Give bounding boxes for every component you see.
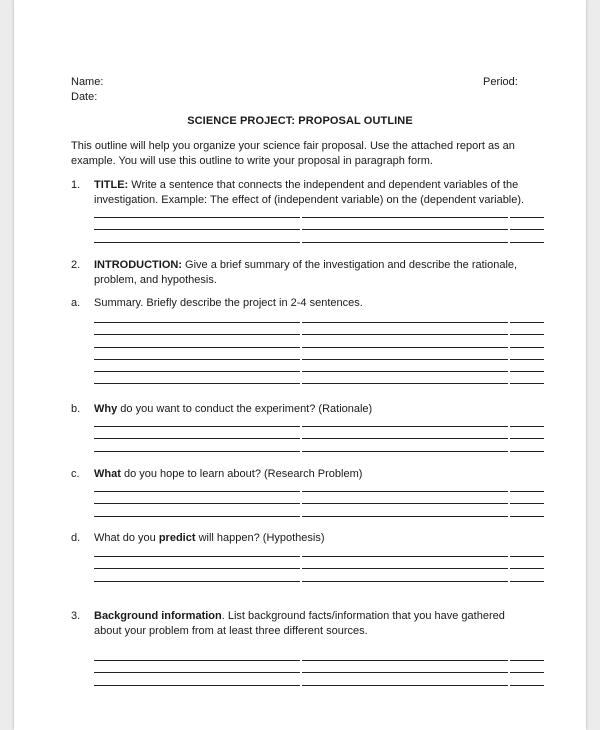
item-text: about your problem from at least three different sources.	[94, 625, 368, 637]
item-text: investigation. Example: The effect of (independent variable) on the (dependent variable).	[94, 194, 525, 206]
answer-line[interactable]	[94, 218, 544, 230]
answer-line[interactable]	[94, 557, 544, 569]
period-label: Period:	[483, 76, 518, 88]
answer-line[interactable]	[94, 348, 544, 360]
document-page	[14, 0, 586, 730]
item-text: Give a brief summary of the investigation and describe the rationale,	[182, 259, 518, 271]
background-instructions	[94, 609, 554, 639]
item-heading: INTRODUCTION:	[94, 259, 182, 271]
item-heading: predict	[158, 532, 196, 544]
item-heading: Background information	[94, 610, 222, 622]
answer-line[interactable]	[94, 480, 544, 492]
item-letter: d.	[71, 532, 81, 544]
name-label: Name:	[71, 76, 104, 88]
item-text: problem, and hypothesis.	[94, 274, 217, 286]
answer-line[interactable]	[94, 661, 544, 673]
intro-line-2: example. You will use this outline to write your proposal in paragraph form.	[71, 155, 433, 167]
answer-line[interactable]	[94, 492, 544, 504]
answer-line[interactable]	[94, 570, 544, 582]
item-number: 3.	[71, 610, 81, 622]
item-letter: a.	[71, 297, 81, 309]
item-text: will happen? (Hypothesis)	[195, 532, 325, 544]
item-letter: b.	[71, 403, 81, 415]
answer-line[interactable]	[94, 649, 544, 661]
item-letter: c.	[71, 468, 80, 480]
item-text: . List background facts/information that you have gathered	[221, 610, 505, 622]
answer-line[interactable]	[94, 323, 544, 335]
answer-lines[interactable]	[94, 545, 544, 582]
item-text: do you want to conduct the experiment? (Rationale)	[117, 403, 373, 415]
answer-line[interactable]	[94, 505, 544, 517]
hypothesis-instructions	[94, 531, 554, 546]
item-heading: TITLE:	[94, 179, 129, 191]
item-number: 1.	[71, 179, 81, 191]
answer-lines[interactable]	[94, 480, 544, 517]
answer-line[interactable]	[94, 674, 544, 686]
item-text: What do you	[94, 532, 159, 544]
answer-line[interactable]	[94, 360, 544, 372]
answer-lines[interactable]	[94, 649, 544, 686]
item-number: 2.	[71, 259, 81, 271]
summary-instructions: Summary. Briefly describe the project in 2-4 sentences.	[94, 297, 363, 309]
answer-lines[interactable]	[94, 415, 544, 452]
title-instructions	[94, 178, 554, 208]
answer-line[interactable]	[94, 415, 544, 427]
intro-paragraph	[71, 139, 571, 169]
date-label: Date:	[71, 91, 98, 103]
answer-line[interactable]	[94, 545, 544, 557]
answer-line[interactable]	[94, 311, 544, 323]
answer-line[interactable]	[94, 440, 544, 452]
answer-line[interactable]	[94, 336, 544, 348]
answer-line[interactable]	[94, 427, 544, 439]
page-title: SCIENCE PROJECT: PROPOSAL OUTLINE	[187, 115, 413, 127]
answer-lines[interactable]	[94, 206, 544, 243]
answer-lines[interactable]	[94, 311, 544, 385]
answer-line[interactable]	[94, 206, 544, 218]
item-text: Write a sentence that connects the independent and dependent variables of the	[128, 179, 519, 191]
item-heading: What	[94, 468, 121, 480]
item-heading: Why	[94, 403, 118, 415]
intro-line-1: This outline will help you organize your science fair proposal. Use the attached report as an	[71, 140, 515, 152]
answer-line[interactable]	[94, 372, 544, 384]
item-text: do you hope to learn about? (Research Problem)	[120, 468, 363, 480]
answer-line[interactable]	[94, 231, 544, 243]
introduction-instructions	[94, 258, 554, 288]
